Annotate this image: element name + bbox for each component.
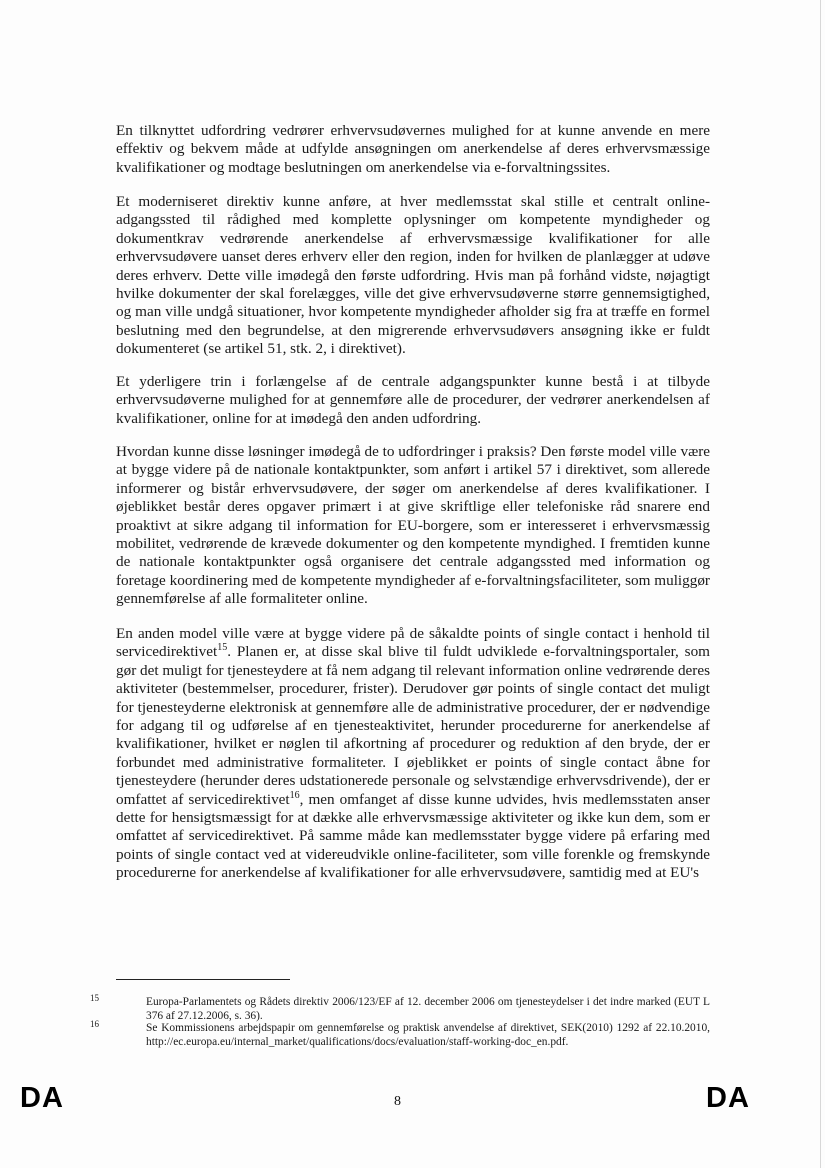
paragraph-3: Et yderligere trin i forlængelse af de centrale adgangspunkter kunne bestå i at tilbyde erhvervsudøverne mulighed for at gennemføre alle de procedurer, der vedrører anerkendelsen af kvalifikationer, online for at imødegå den anden udfordring. — [116, 373, 710, 427]
footnote-text: Se Kommissionens arbejdspapir om gennemførelse og praktisk anvendelse af direktivet, SEK(2010) 1292 af 22.10.2010, http://ec.europa.eu/internal_market/qualifications/docs/evaluation/staff-working-doc_en.pdf. — [146, 1022, 710, 1048]
paragraph-1: En tilknyttet udfordring vedrører erhvervsudøvernes mulighed for at kunne anvende en mere effektiv og bekvem måde at udfylde ansøgningen om anerkendelse af deres erhvervsmæssige kvalifikationer og modtage beslutningen om anerkendelse via e-forvaltningssites. — [116, 122, 710, 176]
language-code-right: DA — [706, 1082, 750, 1114]
footnote-number: 16 — [90, 1019, 99, 1029]
paragraph-5 — [116, 625, 710, 883]
language-code-left: DA — [20, 1082, 64, 1114]
scan-edge-line — [820, 0, 821, 1168]
footnote-number: 15 — [90, 993, 99, 1003]
footnote-ref-16[interactable]: 16 — [289, 789, 300, 801]
paragraph-5-part-b: . Planen er, at disse skal blive til fuldt udviklede e-forvaltningsportaler, som gør det muligt for tjenesteydere at få nem adgang til relevant information online vedrørende deres aktiviteter (bestemmelser, procedurer, frister). Derudover gør points of single contact det muligt for tjenesteyderne elektronisk at gennemføre alle de administrative procedurer, der er nødvendige for adgang til og udførelse af en tjenesteaktivitet, herunder procedurerne for anerkendelse af kvalifikationer, hvilket er nøglen til afkortning af procedurer og reduktion af den bryde, der er forbundet med administrative formaliteter. I øjeblikket er points of single contact åbne for tjenesteydere (herunder deres udstationerede personale og selvstændige erhvervsdrivende), der er omfattet af servicedirektivet — [116, 643, 710, 808]
page-number: 8 — [394, 1094, 401, 1109]
paragraph-4: Hvordan kunne disse løsninger imødegå de to udfordringer i praksis? Den første model ville være at bygge videre på de nationale kontaktpunkter, som anført i artikel 57 i direktivet, som allerede informerer og bistår erhvervsudøvere, der søger om anerkendelse af deres kvalifikationer. I øjeblikket består deres opgaver primært i at give skriftlige eller telefoniske råd snarere end proaktivt at sikre adgang til information for EU-borgere, som er interesseret i erhvervsmæssig mobilitet, vedrørende de krævede dokumenter og den kompetente myndighed. I fremtiden kunne de nationale kontaktpunkter også organisere det centrale adgangssted med information og foretage koordinering med de kompetente myndigheder af e-forvaltningsfaciliteter, som muliggør gennemførelse af alle formaliteter online. — [116, 443, 710, 608]
paragraph-2: Et moderniseret direktiv kunne anføre, at hver medlemsstat skal stille et centralt online-adgangssted til rådighed med komplette oplysninger om kompetente myndigheder og dokumentkrav vedrørende anerkendelse af erhvervsmæssige kvalifikationer for alle erhvervsudøvere uanset deres erhverv eller den region, inden for hvilken de planlægger at udøve deres erhverv. Dette ville imødegå den første udfordring. Hvis man på forhånd vidste, nøjagtigt hvilke dokumenter der skal forelægges, ville det give erhvervsudøverne større gennemsigtighed, og man ville undgå situationer, hvor kompetente myndigheder afholder sig fra at træffe en formel beslutning med den begrundelse, at den migrerende erhvervsudøvers ansøgning ikke er fuldt dokumenteret (se artikel 51, stk. 2, i direktivet). — [116, 193, 710, 358]
footnote-text: Europa-Parlamentets og Rådets direktiv 2006/123/EF af 12. december 2006 om tjenesteydelser i det indre marked (EUT L 376 af 27.12.2006, s. 36). — [146, 996, 710, 1022]
paragraph-5-part-c: , men omfanget af disse kunne udvides, hvis medlemsstaten anser dette for hensigtsmæssigt for at dække alle erhvervsmæssige aktiviteter og ikke kun dem, som er omfattet af servicedirektivet. På samme måde kan medlemsstater bygge videre på erfaring med points of single contact ved at videreudvikle online-faciliteter, som ville forenkle og fremskynde procedurerne for anerkendelse af kvalifikationer for alle erhvervsudøvere, samtidig med at EU's — [116, 790, 711, 882]
footnote-separator — [116, 979, 290, 980]
paragraph-5-part-a: En anden model ville være at bygge videre på de såkaldte points of single contact i henhold til servicedirektivet — [116, 625, 710, 661]
footnote-ref-15[interactable]: 15 — [217, 642, 228, 654]
